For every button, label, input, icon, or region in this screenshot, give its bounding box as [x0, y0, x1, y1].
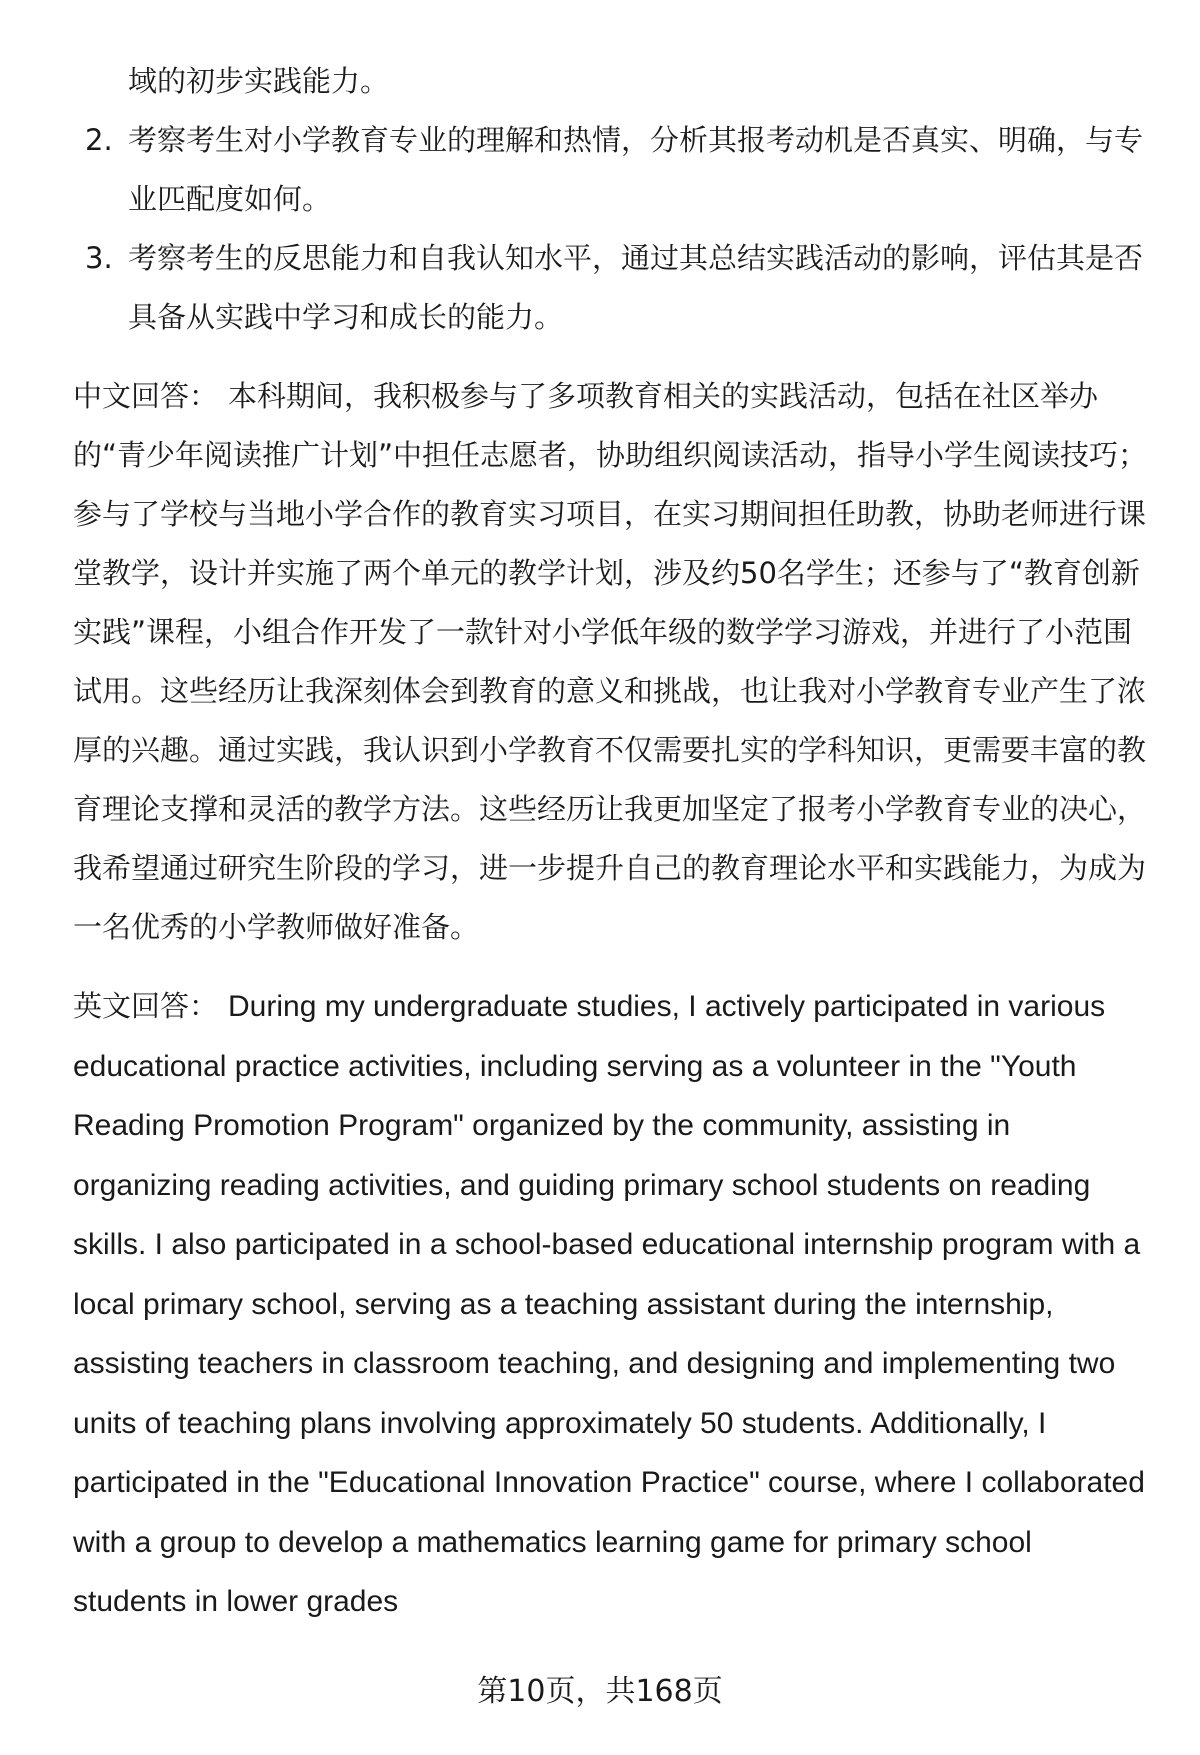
- list-item-number: 3.: [85, 241, 113, 275]
- list-item: [73, 111, 1153, 229]
- chinese-answer-text: 本科期间，我积极参与了多项教育相关的实践活动，包括在社区举办的“青少年阅读推广计划”中担任志愿者，协助组织阅读活动，指导小学生阅读技巧；参与了学校与当地小学合作的教育实习项目，在实习期间担任助教，协助老师进行课堂教学，设计并实施了两个单元的教学计划，涉及约50名学生；还参与了“教育创新实践”课程，小组合作开发了一款针对小学低年级的数学学习游戏，并进行了小范围试用。这些经历让我深刻体会到教育的意义和挑战，也让我对小学教育专业产生了浓厚的兴趣。通过实践，我认识到小学教育不仅需要扎实的学科知识，更需要丰富的教育理论支撑和灵活的教学方法。这些经历让我更加坚定了报考小学教育专业的决心，我希望通过研究生阶段的学习，进一步提升自己的教育理论水平和实践能力，为成为一名优秀的小学教师做好准备。: [73, 379, 1148, 944]
- list-item-continuation: [73, 52, 1153, 111]
- list-item-text: 考察考生的反思能力和自我认知水平，通过其总结实践活动的影响，评估其是否具备从实践中学习和成长的能力。: [128, 241, 1144, 334]
- chinese-answer-paragraph: [73, 367, 1153, 957]
- list-item-text: 考察考生对小学教育专业的理解和热情，分析其报考动机是否真实、明确，与专业匹配度如何。: [128, 123, 1144, 216]
- english-answer-text: During my undergraduate studies, I actively participated in various educational practice activities, including serving as a volunteer in the "Youth Reading Promotion Program" organized by the community, assisting in organizing reading activities, and guiding primary school students on reading skills. I also participated in a school-based educational internship program with a local primary school, serving as a teaching assistant during the internship, assisting teachers in classroom teaching, and designing and implementing two units of teaching plans involving approximately 50 students. Additionally, I participated in the "Educational Innovation Practice" course, where I collaborated with a group to develop a mathematics learning game for primary school students in lower grades: [73, 990, 1145, 1618]
- list-item-number: 2.: [85, 123, 113, 157]
- page-content: [73, 52, 1153, 1632]
- page-indicator: 第10页，共168页: [477, 1674, 723, 1709]
- english-answer-label: 英文回答：: [73, 989, 219, 1023]
- evaluation-points-list: [73, 52, 1153, 347]
- list-item-text: 域的初步实践能力。: [128, 64, 390, 98]
- english-answer-paragraph: [73, 977, 1153, 1632]
- chinese-answer-label: 中文回答：: [73, 379, 219, 413]
- page-footer: [0, 1666, 1200, 1710]
- list-item: [73, 229, 1153, 347]
